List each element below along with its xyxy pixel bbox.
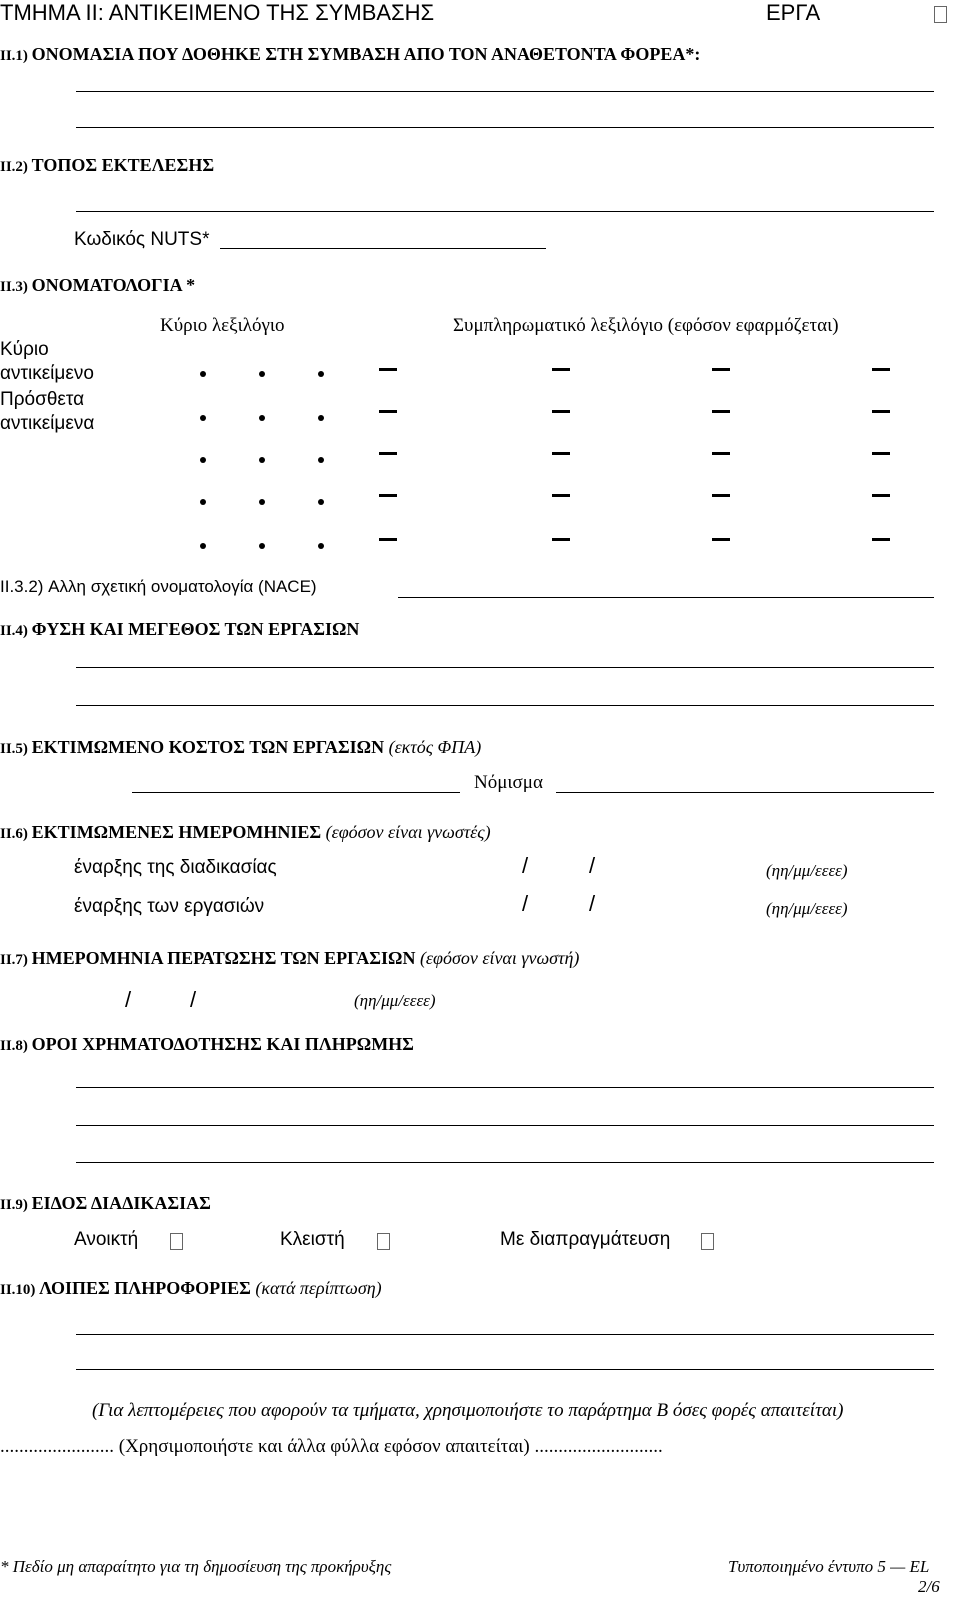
supplementary-code-dash [552,410,570,413]
restricted-procedure-label: Κλειστή [280,1229,345,1250]
section-heading-ii3: II.3) ΟΝΟΜΑΤΟΛΟΓΙΑ * [0,275,196,295]
procedure-start-label: έναρξης της διαδικασίας [74,857,277,878]
cpv-digit-separator [318,543,324,549]
section-title: ΤΜΗΜΑ ΙΙ: ΑΝΤΙΚΕΙΜΕΝΟ ΤΗΣ ΣΥΜΒΑΣΗΣ [0,0,435,25]
supplementary-code-dash [712,494,730,497]
currency-field[interactable] [556,792,934,793]
nuts-code-field[interactable] [220,248,546,249]
optional-field-note: * Πεδίο μη απαραίτητο για τη δημοσίευση της προκήρυξης [0,1557,392,1576]
works-start-label: έναρξης των εργασιών [74,896,265,917]
nuts-label: Κωδικός NUTS* [74,229,210,250]
negotiated-procedure-checkbox[interactable] [701,1233,714,1250]
cpv-digit-separator [259,371,265,377]
cpv-digit-separator [259,543,265,549]
cpv-digit-separator [200,415,206,421]
supplementary-code-dash [552,494,570,497]
date-format-hint: (ηη/μμ/εεεε) [766,861,848,880]
main-vocabulary-header: Κύριο λεξιλόγιο [160,315,285,336]
section-heading-ii7: II.7) ΗΜΕΡΟΜΗΝΙΑ ΠΕΡΑΤΩΣΗΣ ΤΩΝ ΕΡΓΑΣΙΩΝ (εφόσον είναι γνωστή) [0,948,580,968]
supplementary-code-dash [712,368,730,371]
supplementary-code-dash [712,452,730,455]
section-heading-ii1: II.1) ΟΝΟΜΑΣΙΑ ΠΟΥ ΔΟΘΗΚΕ ΣΤΗ ΣΥΜΒΑΣΗ ΑΠΟ ΤΟΝ ΑΝΑΘΕΤΟΝΤΑ ΦΟΡΕΑ*: [0,44,701,64]
date-separator: / [522,853,529,878]
supplementary-code-dash [872,368,890,371]
section-heading-ii9: II.9) ΕΙΔΟΣ ΔΙΑΔΙΚΑΣΙΑΣ [0,1193,211,1213]
cpv-digit-separator [259,457,265,463]
cpv-check-dash [379,538,397,541]
date-format-hint: (ηη/μμ/εεεε) [766,899,848,918]
nace-label: II.3.2) Αλλη σχετική ονοματολογία (NACE) [0,577,317,596]
date-separator: / [125,987,132,1012]
financing-line-1[interactable] [76,1087,934,1088]
date-separator: / [190,987,197,1012]
supplementary-code-dash [872,494,890,497]
cpv-digit-separator [318,499,324,505]
cpv-check-dash [379,410,397,413]
section-heading-ii5: II.5) ΕΚΤΙΜΩΜΕΝΟ ΚΟΣΤΟΣ ΤΩΝ ΕΡΓΑΣΙΩΝ (εκτός ΦΠΑ) [0,737,482,757]
date-separator: / [589,853,596,878]
lots-note: (Για λεπτομέρειες που αφορούν τα τμήματα, χρησιμοποιήστε το παράρτημα Β όσες φορές απαιτείται) [92,1400,844,1421]
additional-objects-label-1: Πρόσθετα [0,389,85,410]
cpv-digit-separator [318,415,324,421]
nature-size-line-2[interactable] [76,705,934,706]
cpv-digit-separator [318,371,324,377]
nace-field[interactable] [398,597,934,598]
additional-objects-label-2: αντικείμενα [0,413,95,434]
extra-sheets-note: ........................ (Χρησιμοποιήστε και άλλα φύλλα εφόσον απαιτείται) ........................... [0,1436,663,1457]
estimated-cost-field[interactable] [132,792,460,793]
supplementary-code-dash [712,410,730,413]
section-heading-ii10: II.10) ΛΟΙΠΕΣ ΠΛΗΡΟΦΟΡΙΕΣ (κατά περίπτωση) [0,1278,382,1298]
supplementary-code-dash [552,538,570,541]
section-heading-ii6: II.6) ΕΚΤΙΜΩΜΕΝΕΣ ΗΜΕΡΟΜΗΝΙΕΣ (εφόσον είναι γνωστές) [0,822,491,842]
main-object-label-1: Κύριο [0,339,49,360]
cpv-digit-separator [200,371,206,377]
cpv-digit-separator [200,499,206,505]
supplementary-code-dash [872,410,890,413]
supplementary-code-dash [712,538,730,541]
restricted-procedure-checkbox[interactable] [377,1233,390,1250]
cpv-check-dash [379,494,397,497]
cpv-digit-separator [318,457,324,463]
other-info-line-2[interactable] [76,1369,934,1370]
section-heading-ii8: II.8) ΟΡΟΙ ΧΡΗΜΑΤΟΔΟΤΗΣΗΣ ΚΑΙ ΠΛΗΡΩΜΗΣ [0,1034,414,1054]
page-number: 2/6 [918,1577,940,1596]
open-procedure-checkbox[interactable] [170,1233,183,1250]
supplementary-code-dash [872,452,890,455]
main-object-label-2: αντικείμενο [0,363,94,384]
negotiated-procedure-label: Με διαπραγμάτευση [500,1229,671,1250]
location-line[interactable] [76,211,934,212]
other-info-line-1[interactable] [76,1334,934,1335]
cpv-digit-separator [259,415,265,421]
cpv-check-dash [379,452,397,455]
cpv-check-dash [379,368,397,371]
currency-label: Νόμισμα [474,772,543,793]
date-separator: / [522,891,529,916]
date-separator: / [589,891,596,916]
supplementary-code-dash [552,452,570,455]
supplementary-vocabulary-header: Συμπληρωματικό λεξιλόγιο (εφόσον εφαρμόζεται) [453,315,839,336]
form-reference: Τυποποιημένο έντυπο 5 — EL [728,1557,930,1576]
cpv-digit-separator [259,499,265,505]
financing-line-3[interactable] [76,1162,934,1163]
works-checkbox[interactable] [934,6,947,23]
section-heading-ii4: II.4) ΦΥΣΗ ΚΑΙ ΜΕΓΕΘΟΣ ΤΩΝ ΕΡΓΑΣΙΩΝ [0,619,360,639]
open-procedure-label: Ανοικτή [74,1229,139,1250]
contract-name-line-1[interactable] [76,91,934,92]
financing-line-2[interactable] [76,1125,934,1126]
supplementary-code-dash [872,538,890,541]
cpv-digit-separator [200,457,206,463]
cpv-digit-separator [200,543,206,549]
supplementary-code-dash [552,368,570,371]
contract-type-label: ΕΡΓΑ [766,0,821,25]
section-heading-ii2: II.2) ΤΟΠΟΣ ΕΚΤΕΛΕΣΗΣ [0,155,215,175]
contract-name-line-2[interactable] [76,127,934,128]
date-format-hint: (ηη/μμ/εεεε) [354,991,436,1010]
nature-size-line-1[interactable] [76,667,934,668]
